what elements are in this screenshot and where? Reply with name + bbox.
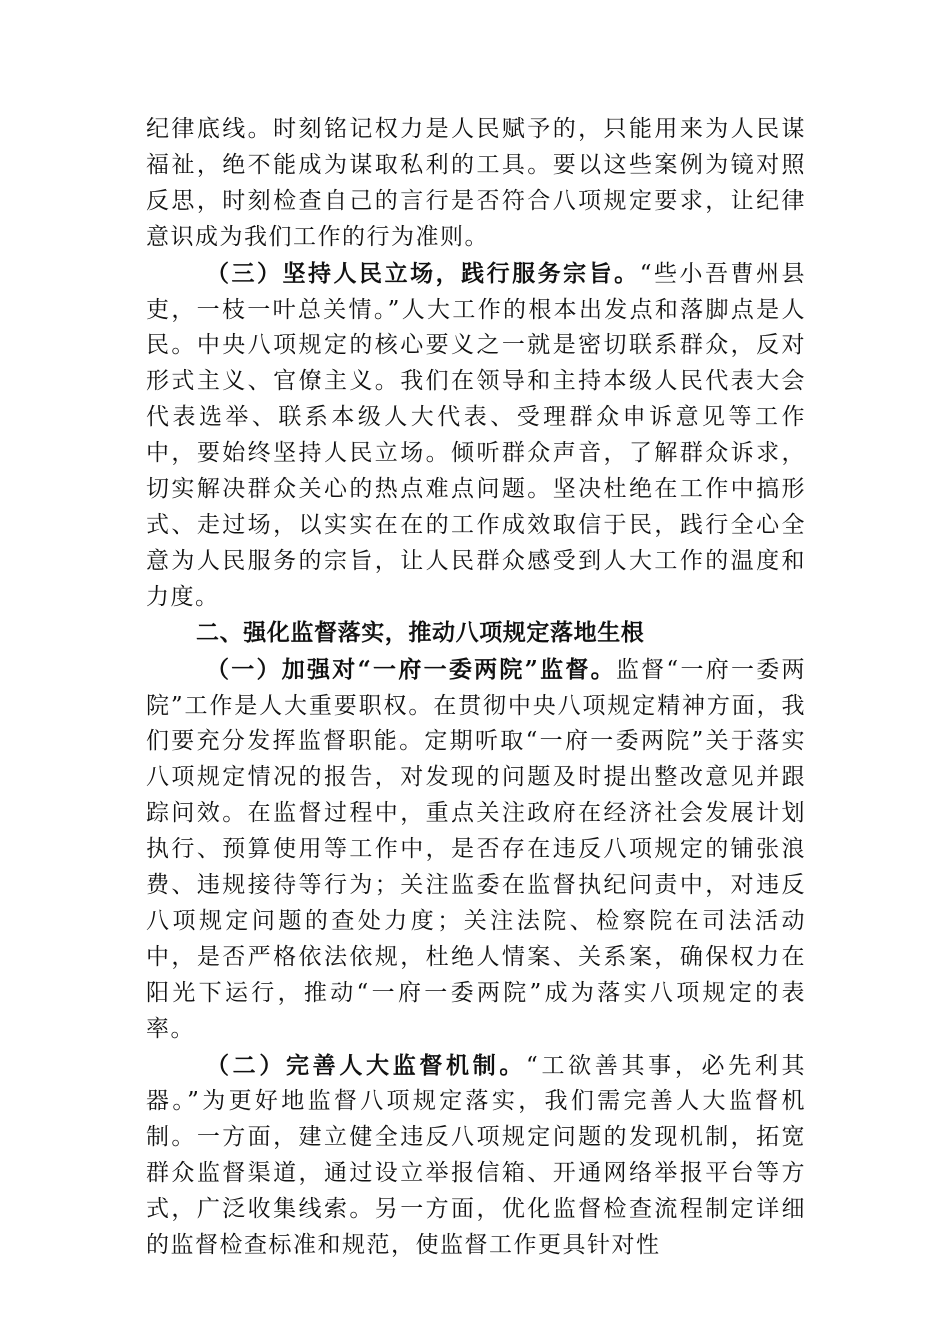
paragraph-body: 纪律底线。时刻铭记权力是人民赋予的，只能用来为人民谋福祉，绝不能成为谋取私利的工具。要以这些案例为镜对照反思，时刻检查自己的言行是否符合八项规定要求，让纪律意识成为我们工作的行为准则。 <box>146 116 806 250</box>
section-heading-2: 二、强化监督落实，推动八项规定落地生根 <box>196 619 645 646</box>
paragraph-lead: （二）完善人大监督机制。 <box>206 1051 527 1079</box>
paragraph-body: “些小吾曹州县吏，一枝一叶总关情。”人大工作的根本出发点和落脚点是人民。中央八项规定的核心要义之一就是密切联系群众，反对形式主义、官僚主义。我们在领导和主持本级人民代表大会代表选举、联系本级人大代表、受理群众申诉意见等工作中，要始终坚持人民立场。倾听群众声音，了解群众诉求，切实解决群众关心的热点难点问题。坚决杜绝在工作中搞形式、走过场，以实实在在的工作成效取信于民，践行全心全意为人民服务的宗旨，让人民群众感受到人大工作的温度和力度。 <box>146 260 807 610</box>
paragraph-supervision-government <box>146 652 806 1048</box>
paragraph-discipline-bottom-line <box>146 112 806 256</box>
paragraph-lead: （一）加强对“一府一委两院”监督。 <box>206 655 616 683</box>
paragraph-lead: （三）坚持人民立场，践行服务宗旨。 <box>206 259 640 287</box>
document-page <box>146 112 806 1264</box>
paragraph-supervision-mechanism <box>146 1048 806 1264</box>
paragraph-body: 监督“一府一委两院”工作是人大重要职权。在贯彻中央八项规定精神方面，我们要充分发挥监督职能。定期听取“一府一委两院”关于落实八项规定情况的报告，对发现的问题及时提出整改意见并跟踪问效。在监督过程中，重点关注政府在经济社会发展计划执行、预算使用等工作中，是否存在违反八项规定的铺张浪费、违规接待等行为；关注监委在监督执纪问责中，对违反八项规定问题的查处力度；关注法院、检察院在司法活动中，是否严格依法依规，杜绝人情案、关系案，确保权力在阳光下运行，推动“一府一委两院”成为落实八项规定的表率。 <box>146 656 806 1042</box>
paragraph-people-stance <box>146 256 806 616</box>
paragraph-body: “工欲善其事，必先利其器。”为更好地监督八项规定落实，我们需完善人大监督机制。一方面，建立健全违反八项规定问题的发现机制，拓宽群众监督渠道，通过设立举报信箱、开通网络举报平台等方式，广泛收集线索。另一方面，优化监督检查流程制定详细的监督检查标准和规范，使监督工作更具针对性 <box>146 1052 807 1259</box>
